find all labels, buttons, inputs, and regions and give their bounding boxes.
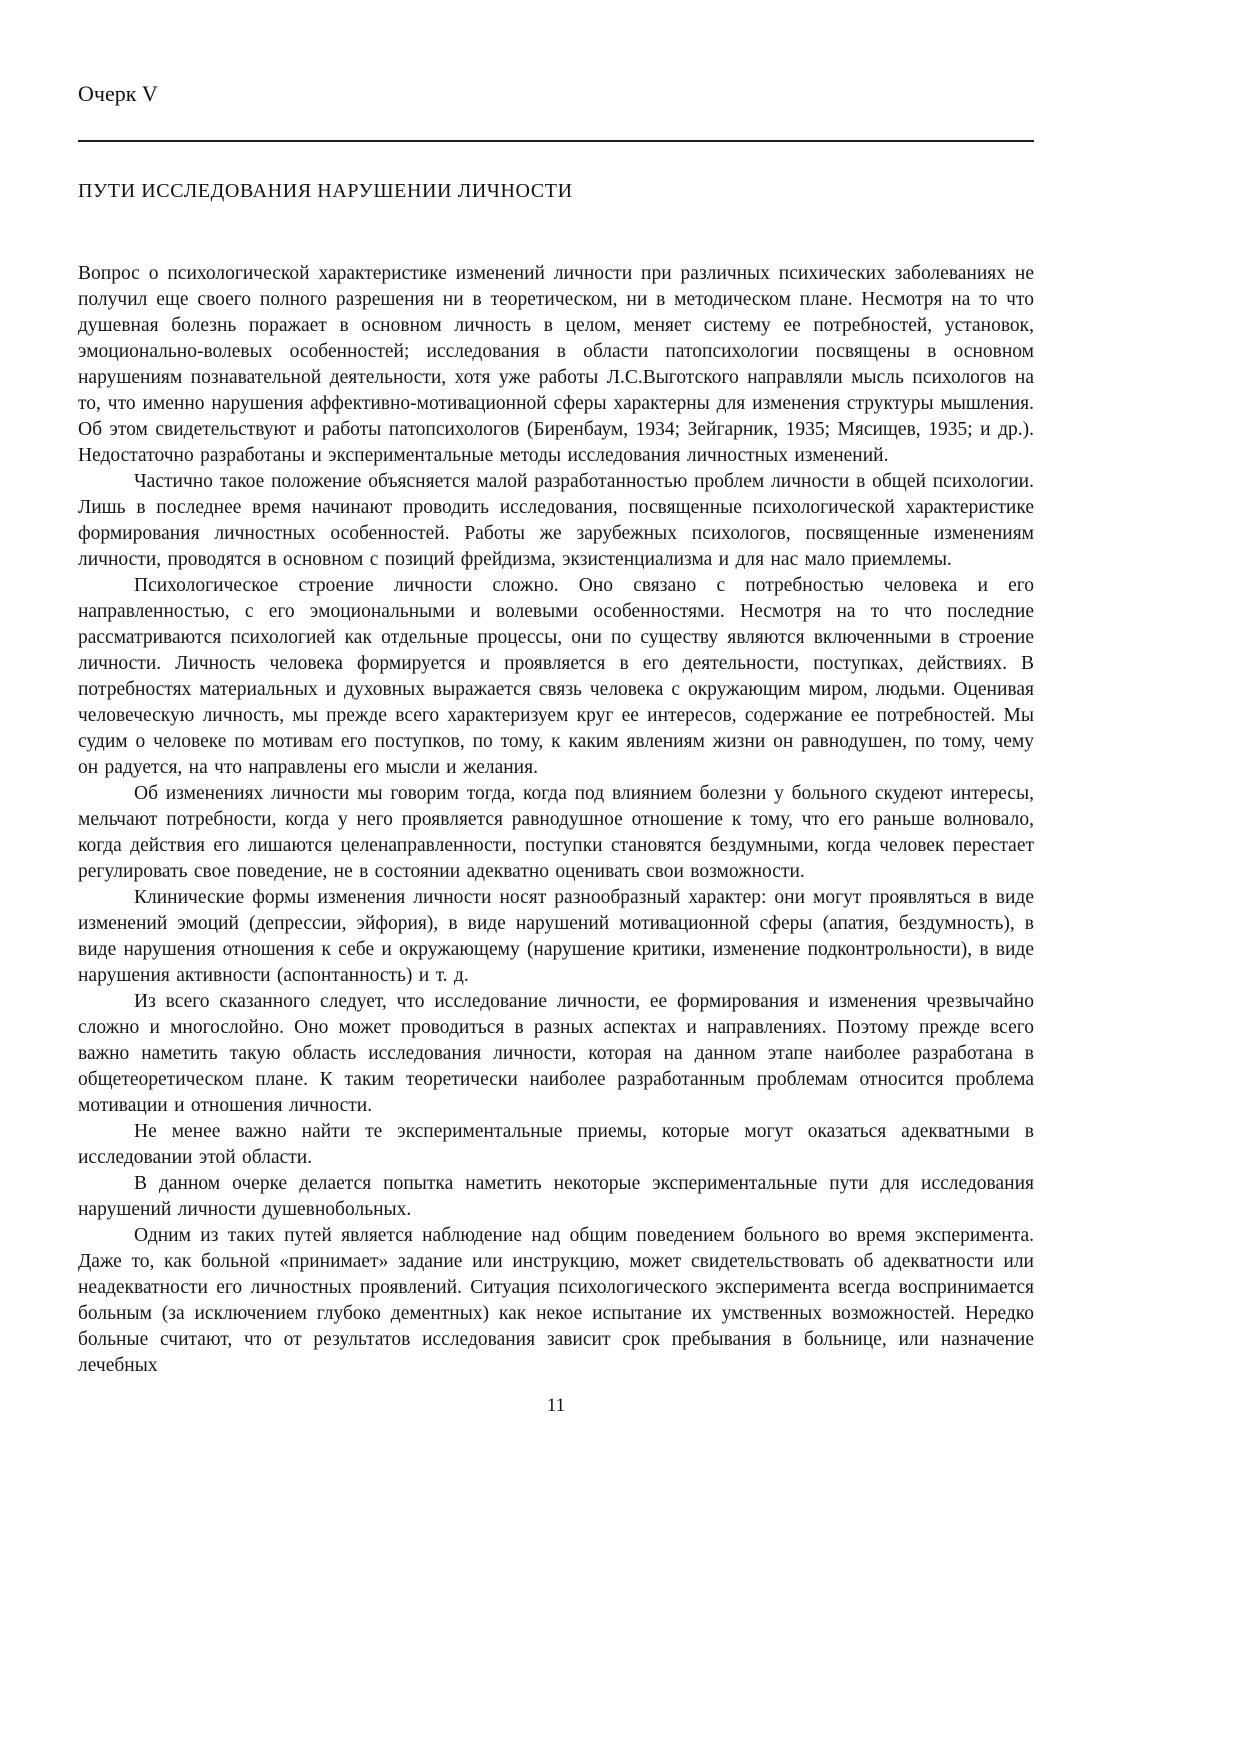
- paragraph-7: Не менее важно найти те экспериментальные приемы, которые могут оказаться адекватными в исследовании этой области.: [78, 1121, 1034, 1169]
- document-body: [78, 261, 1034, 1379]
- chapter-header: Очерк V: [78, 81, 158, 106]
- paragraph-6: Из всего сказанного следует, что исследование личности, ее формирования и изменения чрезвычайно сложно и многослойно. Оно может проводиться в разных аспектах и направлениях. Поэтому прежде всего важно наметить такую область исследования личности, которая на данном этапе наиболее разработана в общетеоретическом плане. К таким теоретически наиболее разработанным проблемам относится проблема мотивации и отношения личности.: [78, 991, 1034, 1117]
- paragraph-8: В данном очерке делается попытка наметить некоторые экспериментальные пути для исследования нарушений личности душевнобольных.: [78, 1173, 1034, 1221]
- page-number: 11: [546, 1395, 566, 1417]
- header-rule: [78, 140, 1034, 142]
- page-title: ПУТИ ИССЛЕДОВАНИЯ НАРУШЕНИИ ЛИЧНОСТИ: [78, 180, 573, 203]
- paragraph-3: Психологическое строение личности сложно. Оно связано с потребностью человека и его направленностью, с его эмоциональными и волевыми особенностями. Несмотря на то что последние рассматриваются психологией как отдельные процессы, они по существу являются включенными в строение личности. Личность человека формируется и проявляется в его деятельности, поступках, действиях. В потребностях материальных и духовных выражается связь человека с окружающим миром, людьми. Оценивая человеческую личность, мы прежде всего характеризуем круг ее интересов, содержание ее потребностей. Мы судим о человеке по мотивам его поступков, по тому, к каким явлениям жизни он равнодушен, по тому, чему он радуется, на что направлены его мысли и желания.: [78, 575, 1034, 779]
- paragraph-2: Частично такое положение объясняется малой разработанностью проблем личности в общей психологии. Лишь в последнее время начинают проводить исследования, посвященные психологической характеристике формирования личностных особенностей. Работы же зарубежных психологов, посвященные изменениям личности, проводятся в основном с позиций фрейдизма, экзистенциализма и для нас мало приемлемы.: [78, 471, 1034, 571]
- paragraph-4: Об изменениях личности мы говорим тогда, когда под влиянием болезни у больного скудеют интересы, мельчают потребности, когда у него проявляется равнодушное отношение к тому, что его раньше волновало, когда действия его лишаются целенаправленности, поступки становятся бездумными, когда человек перестает регулировать свое поведение, не в состоянии адекватно оценивать свои возможности.: [78, 783, 1034, 883]
- paragraph-1: Вопрос о психологической характеристике изменений личности при различных психических заболеваниях не получил еще своего полного разрешения ни в теоретическом, ни в методическом плане. Несмотря на то что душевная болезнь поражает в основном личность в целом, меняет систему ее потребностей, установок, эмоционально-волевых особенностей; исследования в области патопсихологии посвящены в основном нарушениям познавательной деятельности, хотя уже работы Л.С.Выготского направляли мысль психологов на то, что именно нарушения аффективно-мотивационной сферы характерны для изменения структуры мышления. Об этом свидетельствуют и работы патопсихологов (Биренбаум, 1934; Зейгарник, 1935; Мясищев, 1935; и др.). Недостаточно разработаны и экспериментальные методы исследования личностных изменений.: [78, 263, 1034, 467]
- paragraph-5: Клинические формы изменения личности носят разнообразный характер: они могут проявляться в виде изменений эмоций (депрессии, эйфория), в виде нарушений мотивационной сферы (апатия, бездумность), в виде нарушения отношения к себе и окружающему (нарушение критики, изменение подконтрольности), в виде нарушения активности (аспонтанность) и т. д.: [78, 887, 1034, 987]
- paragraph-9: Одним из таких путей является наблюдение над общим поведением больного во время эксперимента. Даже то, как больной «принимает» задание или инструкцию, может свидетельствовать об адекватности или неадекватности его личностных проявлений. Ситуация психологического эксперимента всегда воспринимается больным (за исключением глубоко дементных) как некое испытание их умственных возможностей. Нередко больные считают, что от результатов исследования зависит срок пребывания в больнице, или назначение лечебных: [78, 1225, 1034, 1377]
